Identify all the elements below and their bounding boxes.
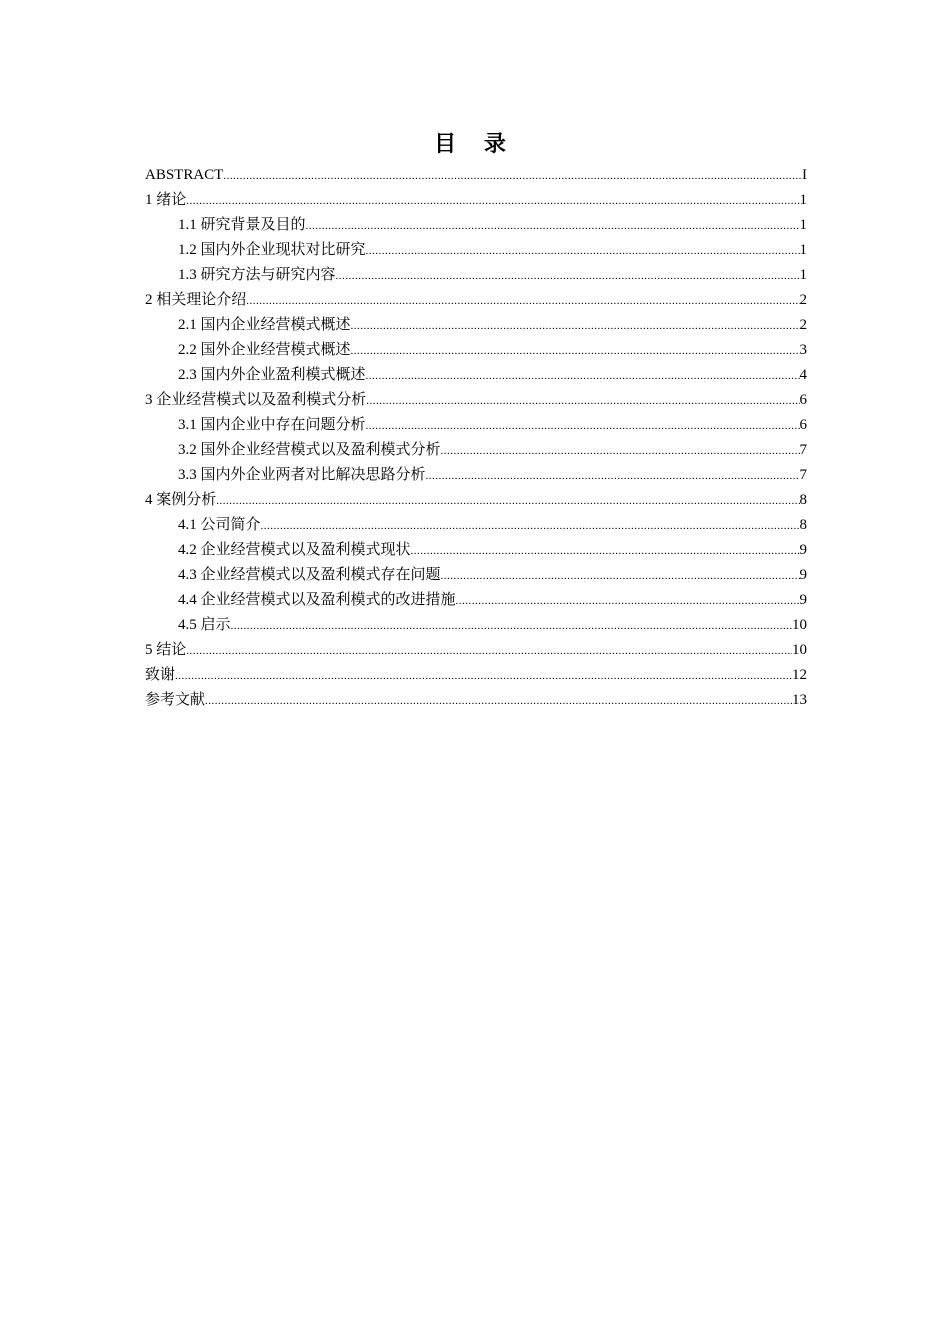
toc-dot-leader (223, 164, 802, 189)
toc-entry-label: 4 案例分析 (145, 492, 217, 508)
toc-entry-label: 参考文献 (145, 692, 206, 708)
toc-entry-page-number: 6 (799, 392, 807, 408)
toc-entry-label: 4.4 企业经营模式以及盈利模式的改进措施 (178, 592, 456, 608)
toc-entry[interactable] (145, 638, 807, 663)
toc-entry-label: 4.3 企业经营模式以及盈利模式存在问题 (178, 567, 441, 583)
toc-dot-leader (441, 439, 800, 464)
toc-entry[interactable] (145, 338, 807, 363)
toc-dot-leader (426, 464, 800, 489)
toc-dot-leader (351, 339, 800, 364)
toc-entry-label: 4.5 启示 (178, 617, 231, 633)
toc-dot-leader (366, 414, 800, 439)
toc-entry-page-number: 4 (799, 367, 807, 383)
toc-entry[interactable] (145, 388, 807, 413)
toc-entry-label: 2.3 国内外企业盈利模式概述 (178, 367, 366, 383)
toc-entry-label: 4.2 企业经营模式以及盈利模式现状 (178, 542, 411, 558)
toc-dot-leader (205, 689, 792, 714)
toc-entry-label: 3.2 国外企业经营模式以及盈利模式分析 (178, 442, 441, 458)
toc-entry-page-number: 10 (792, 617, 807, 633)
toc-entry[interactable] (145, 438, 807, 463)
toc-entry[interactable] (145, 263, 807, 288)
toc-entry-label: 5 结论 (145, 642, 187, 658)
toc-entry-page-number: 2 (799, 317, 807, 333)
toc-entry[interactable] (145, 488, 807, 513)
toc-entry[interactable] (145, 163, 807, 188)
toc-entry-page-number: 8 (799, 492, 807, 508)
toc-entry-page-number: 12 (792, 667, 807, 683)
toc-entry[interactable] (145, 563, 807, 588)
toc-dot-leader (175, 664, 792, 689)
toc-entry-label: 2.2 国外企业经营模式概述 (178, 342, 351, 358)
toc-entry-page-number: 8 (799, 517, 807, 533)
toc-entry-page-number: 7 (799, 442, 807, 458)
toc-dot-leader (186, 189, 799, 214)
toc-entry[interactable] (145, 613, 807, 638)
toc-dot-leader (261, 514, 800, 539)
toc-dot-leader (231, 614, 792, 639)
toc-entry-page-number: 13 (792, 692, 807, 708)
toc-entry[interactable] (145, 413, 807, 438)
toc-dot-leader (186, 639, 792, 664)
toc-entry-page-number: 1 (799, 267, 807, 283)
toc-entry-label: 3.1 国内企业中存在问题分析 (178, 417, 366, 433)
toc-entry-page-number: 9 (799, 567, 807, 583)
toc-entry-label: 3.3 国内外企业两者对比解决思路分析 (178, 467, 426, 483)
toc-entry-page-number: 7 (799, 467, 807, 483)
toc-dot-leader (366, 239, 800, 264)
toc-dot-leader (246, 289, 799, 314)
toc-entry[interactable] (145, 313, 807, 338)
toc-dot-leader (351, 314, 800, 339)
toc-entry-page-number: 9 (799, 592, 807, 608)
toc-dot-leader (441, 564, 800, 589)
toc-entry[interactable] (145, 188, 807, 213)
toc-entry-label: 1.1 研究背景及目的 (178, 217, 306, 233)
toc-entry-label: 2.1 国内企业经营模式概述 (178, 317, 351, 333)
toc-dot-leader (366, 364, 800, 389)
toc-dot-leader (411, 539, 800, 564)
toc-dot-leader (336, 264, 800, 289)
table-of-contents (145, 163, 807, 713)
toc-entry-page-number: 3 (799, 342, 807, 358)
toc-dot-leader (366, 389, 799, 414)
toc-title: 目 录 (434, 132, 516, 157)
toc-entry-label: 4.1 公司简介 (178, 517, 261, 533)
toc-entry[interactable] (145, 588, 807, 613)
toc-entry-page-number: I (802, 167, 807, 183)
toc-entry[interactable] (145, 513, 807, 538)
toc-entry[interactable] (145, 538, 807, 563)
toc-entry-label: 2 相关理论介绍 (145, 292, 247, 308)
toc-entry[interactable] (145, 238, 807, 263)
toc-entry[interactable] (145, 363, 807, 388)
toc-entry-page-number: 6 (799, 417, 807, 433)
toc-entry-label: 1.2 国内外企业现状对比研究 (178, 242, 366, 258)
toc-entry[interactable] (145, 213, 807, 238)
toc-entry-label: 1 绪论 (145, 192, 187, 208)
toc-dot-leader (456, 589, 800, 614)
toc-entry[interactable] (145, 663, 807, 688)
toc-entry[interactable] (145, 288, 807, 313)
toc-entry-page-number: 2 (799, 292, 807, 308)
toc-entry-page-number: 9 (799, 542, 807, 558)
toc-entry-page-number: 1 (799, 242, 807, 258)
toc-entry-label: ABSTRACT (145, 167, 224, 183)
toc-dot-leader (306, 214, 800, 239)
toc-entry-label: 致谢 (145, 667, 176, 683)
toc-entry[interactable] (145, 463, 807, 488)
toc-entry-label: 1.3 研究方法与研究内容 (178, 267, 336, 283)
toc-entry-page-number: 1 (799, 217, 807, 233)
toc-dot-leader (216, 489, 799, 514)
toc-entry-page-number: 10 (792, 642, 807, 658)
toc-entry-label: 3 企业经营模式以及盈利模式分析 (145, 392, 367, 408)
toc-entry-page-number: 1 (799, 192, 807, 208)
toc-entry[interactable] (145, 688, 807, 713)
